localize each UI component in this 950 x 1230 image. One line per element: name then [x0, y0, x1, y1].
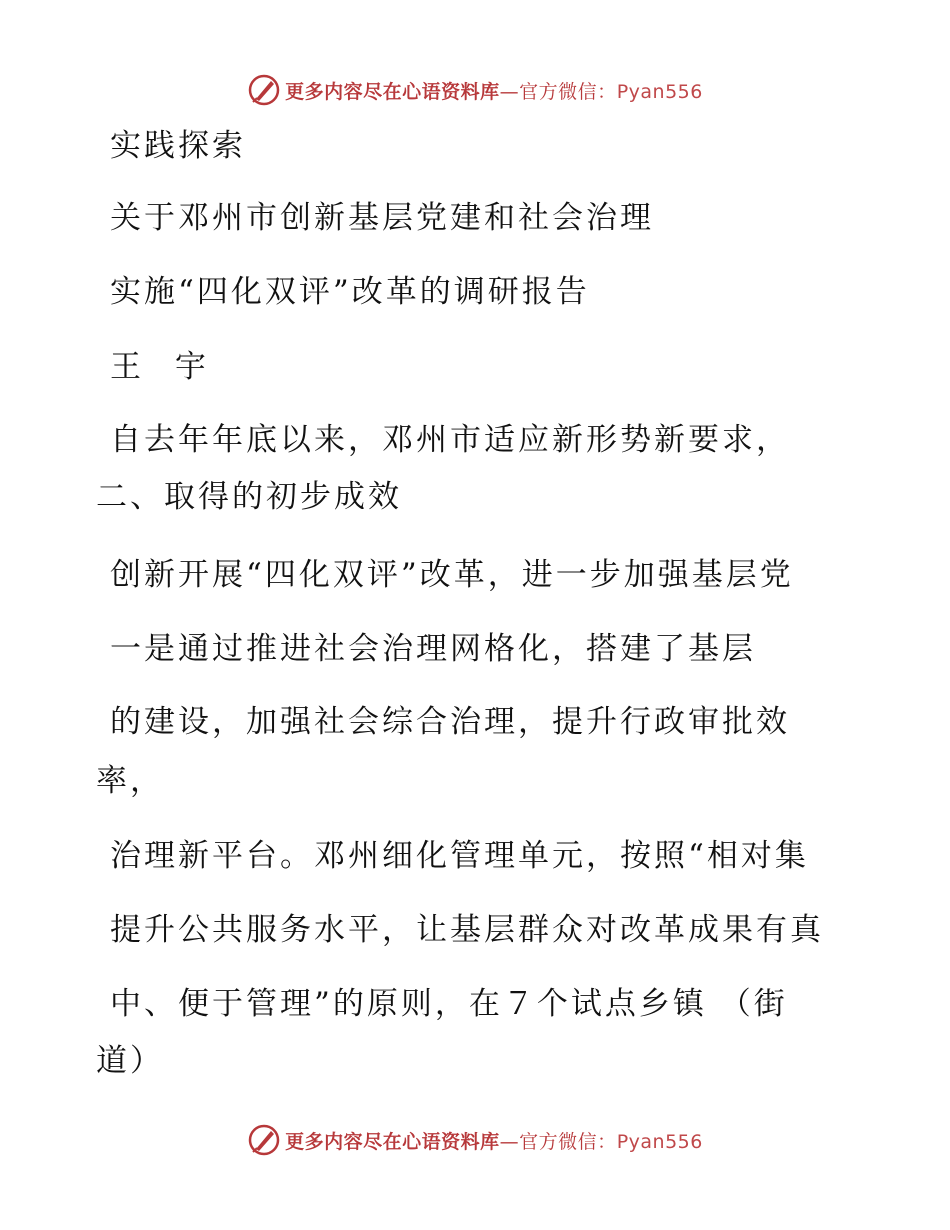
doc-line-4: 王 宇: [110, 349, 218, 385]
doc-line-13: 中、便于管理”的原则，在７个试点乡镇 （街: [110, 986, 788, 1022]
watermark-handle: Pyan556: [616, 1130, 703, 1153]
doc-line-7: 创新开展“四化双评”改革，进一步加强基层党: [110, 557, 794, 593]
watermark-label: 官方微信：: [519, 80, 617, 103]
quill-pen-logo-icon: [247, 1123, 281, 1157]
watermark-dash: —: [499, 1130, 520, 1153]
doc-line-5: 自去年年底以来，邓州市适应新形势新要求，: [110, 422, 790, 458]
quill-pen-logo-icon: [247, 73, 281, 107]
doc-line-12: 提升公共服务水平，让基层群众对改革成果有真: [110, 912, 824, 948]
doc-line-8: 一是通过推进社会治理网格化，搭建了基层: [110, 631, 756, 667]
watermark-label: 官方微信：: [519, 1130, 617, 1153]
watermark-dash: —: [499, 80, 520, 103]
doc-line-11: 治理新平台。邓州细化管理单元，按照“相对集: [110, 838, 809, 874]
footer-watermark: [0, 1118, 950, 1162]
doc-line-1: 实践探索: [110, 128, 246, 164]
doc-line-9: 的建设，加强社会综合治理，提升行政审批效: [110, 704, 790, 740]
watermark-handle: Pyan556: [616, 80, 703, 103]
header-watermark: [0, 68, 950, 112]
doc-line-14: 道）: [96, 1043, 164, 1079]
doc-line-3: 实施“四化双评”改革的调研报告: [110, 274, 590, 310]
watermark-site-text: 更多内容尽在心语资料库: [285, 80, 500, 103]
doc-line-10: 率，: [96, 763, 164, 799]
watermark-site-text: 更多内容尽在心语资料库: [285, 1130, 500, 1153]
doc-line-2: 关于邓州市创新基层党建和社会治理: [110, 200, 654, 236]
doc-line-6: 二、取得的初步成效: [96, 479, 402, 515]
